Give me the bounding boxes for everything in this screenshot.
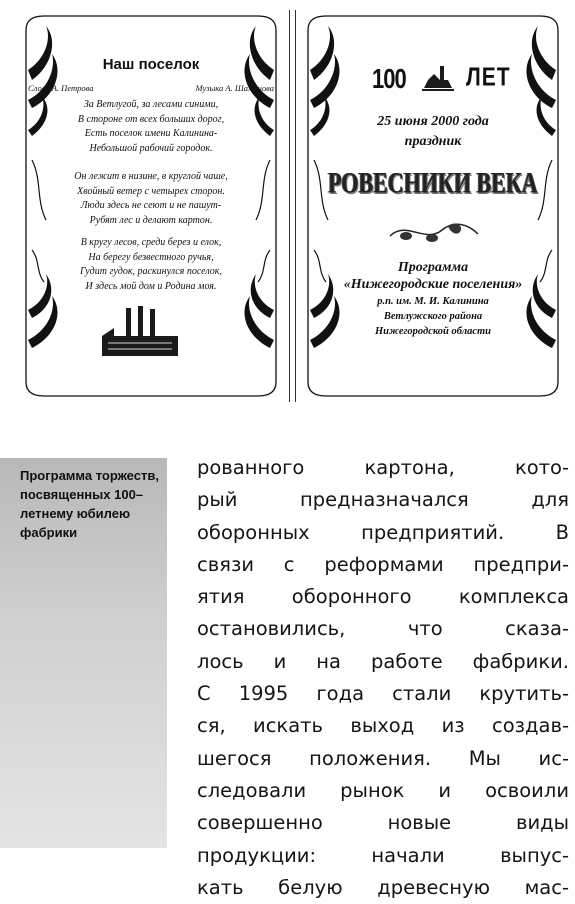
stanza-line: Рубят лес и делают картон. [89, 214, 213, 226]
stanza-line: Люди здесь не сеют и не пашут- [80, 200, 222, 211]
program-name: «Нижегородские поселения» [343, 277, 523, 292]
article-body [197, 452, 569, 904]
program-label: Программа [397, 260, 469, 275]
song-title: Наш поселок [102, 56, 200, 73]
stanza-line: В стороне от всех больших дорог, [77, 113, 225, 125]
body-line: продукции: начали выпус- [197, 843, 569, 867]
place-line: р.п. им. М. И. Калинина [377, 296, 489, 307]
leaf-swirl-ornament [386, 216, 486, 246]
booklet-fold [289, 10, 296, 402]
stanza-line: Гудит гудок, раскинулся поселок, [80, 266, 222, 277]
factory-icon [100, 306, 180, 358]
anniversary-emblem [362, 58, 512, 98]
body-line: связи с реформами предпри- [197, 552, 569, 576]
body-line: ятия оборонного комплекса [197, 585, 569, 609]
festival-name: РОВЕСНИКИ ВЕКА [328, 165, 538, 200]
caption-text: Программа торжеств, посвященных 100–летнему юбилею фабрики [20, 468, 159, 540]
stanza-line: Есть поселок имени Калинина- [84, 128, 218, 139]
program-cover [304, 10, 562, 402]
body-line: остановились, что сказа- [197, 617, 569, 641]
stanza-line: За Ветлугой, за лесами синими, [83, 99, 219, 110]
holiday-label: праздник [404, 134, 462, 149]
stanza-line: Он лежит в низине, в круглой чаше, [74, 171, 228, 182]
place-line: Ветлужского района [383, 311, 483, 322]
body-line: оборонных предприятий. В [197, 520, 569, 544]
body-line: лось и на работе фабрики. [197, 649, 569, 673]
booklet-image [12, 10, 565, 402]
body-line: рованного картона, кото- [197, 456, 569, 479]
stanza-line: И здесь мой дом и Родина моя. [85, 280, 217, 292]
hundred-word: ЛЕТ [466, 63, 511, 92]
event-date: 25 июня 2000 года [377, 114, 489, 129]
song-page [22, 10, 280, 402]
body-line: С 1995 года стали крутить- [197, 682, 569, 706]
body-line: ся, искать выход из создав- [197, 714, 569, 738]
hundred-number: 100 [372, 62, 406, 94]
stanza-1 [22, 98, 280, 156]
lyrics-credit: Слова А. Петрова [28, 83, 94, 93]
caption-box [0, 458, 167, 848]
body-line: совершенно новые виды [197, 811, 569, 835]
body-line: следовали рынок и освоили [197, 778, 569, 802]
stanza-line: Хвойный ветер с четырех сторон. [77, 185, 225, 197]
stanza-2 [22, 170, 280, 228]
music-credit: Музыка А. Шаманова [195, 83, 274, 93]
body-line: кать белую древесную мас- [197, 875, 569, 899]
stanza-line: Небольшой рабочий городок. [89, 142, 213, 154]
stanza-3 [22, 236, 280, 294]
stanza-line: На берегу безвестного ручья, [88, 251, 214, 263]
factory-logo-icon [418, 58, 458, 92]
stanza-line: В кругу лесов, среди берез и елок, [80, 237, 222, 248]
place-line: Нижегородской области [374, 326, 492, 337]
body-line: шегося положения. Мы ис- [197, 746, 569, 770]
body-line: рый предназначался для [197, 488, 569, 512]
